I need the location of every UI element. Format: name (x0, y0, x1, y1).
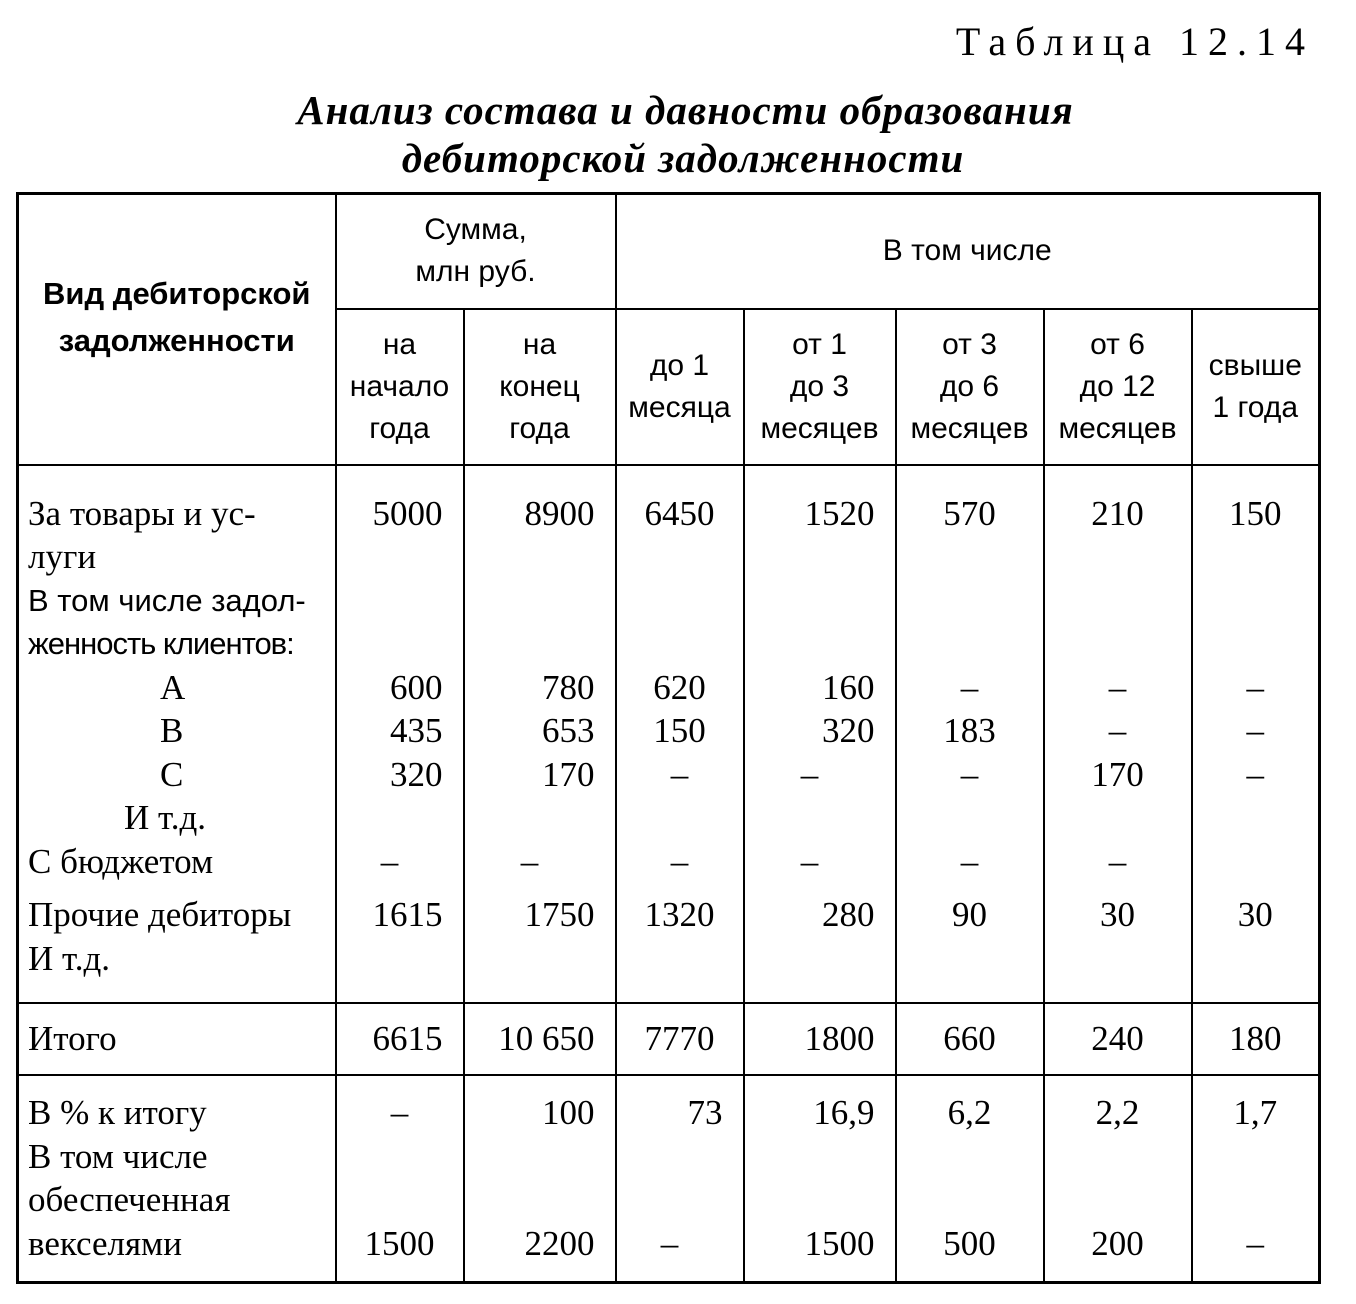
value (897, 579, 1043, 623)
header-col-age-3 (896, 309, 1044, 465)
header-incl-group: В том числе (616, 194, 1320, 309)
value: – (960, 841, 979, 881)
value (337, 579, 443, 623)
header-row-label-line: задолженности (58, 322, 295, 358)
value: 320 (390, 754, 443, 794)
label-line: женность клиентов: (28, 626, 294, 661)
value: 780 (542, 667, 595, 707)
value (617, 796, 743, 840)
header-line: от 3 (942, 327, 997, 361)
header-row-label (18, 194, 336, 465)
label-line: В (160, 711, 184, 750)
value: 1615 (372, 895, 443, 934)
total-value: 240 (1044, 1003, 1192, 1075)
header-line: до 1 (649, 348, 710, 382)
header-col-age-5 (1192, 309, 1320, 465)
value: – (390, 1093, 409, 1133)
title-line-2: дебиторской задолженности (401, 135, 965, 181)
percent-col-age-2 (744, 1075, 896, 1283)
body-col-age-4 (1044, 465, 1192, 1003)
value (897, 1135, 1043, 1179)
value: – (960, 667, 979, 707)
value: – (1246, 754, 1265, 794)
header-sum-line: млн руб. (415, 255, 536, 289)
label-line: векселями (28, 1223, 182, 1263)
value (897, 937, 1043, 981)
value: 200 (1091, 1223, 1144, 1263)
label-line: Прочие дебиторы (28, 895, 292, 934)
value: 5000 (372, 493, 443, 533)
value (1193, 937, 1319, 981)
value (337, 796, 443, 840)
value: – (1246, 1223, 1265, 1263)
value: 320 (822, 711, 875, 750)
value: – (670, 841, 689, 881)
label-line: А (160, 667, 186, 707)
value (465, 1135, 595, 1179)
value (1193, 1178, 1319, 1222)
value: – (520, 841, 539, 881)
body-col-age-3 (896, 465, 1044, 1003)
value: 210 (1091, 493, 1144, 533)
value: 30 (1237, 895, 1273, 934)
header-line: до 12 (1079, 369, 1156, 403)
value (745, 1135, 875, 1179)
value: 8900 (524, 493, 595, 533)
value: 30 (1100, 895, 1136, 934)
total-value: 660 (896, 1003, 1044, 1075)
value: 183 (943, 711, 996, 750)
value (465, 796, 595, 840)
label-line: В % к итогу (28, 1093, 207, 1133)
value (337, 622, 443, 666)
header-line: от 1 (792, 327, 847, 361)
value (745, 579, 875, 623)
body-labels (18, 465, 336, 1003)
value: 570 (943, 493, 996, 533)
value: 435 (390, 711, 443, 750)
body-col-age-1 (616, 465, 744, 1003)
value (465, 579, 595, 623)
total-row (18, 1003, 1320, 1075)
value: 16,9 (813, 1093, 875, 1133)
value (617, 1135, 723, 1179)
value (897, 1178, 1043, 1222)
percent-col-age-5 (1192, 1075, 1320, 1283)
value: – (380, 841, 399, 881)
label-line: За товары и ус- (28, 493, 256, 533)
value: – (1108, 711, 1127, 750)
percent-col-age-4 (1044, 1075, 1192, 1283)
value (617, 622, 743, 666)
label-line: И т.д. (28, 938, 110, 978)
header-line: конец (499, 369, 580, 403)
header-sum-group (336, 194, 616, 309)
value (897, 796, 1043, 840)
total-label: Итого (18, 1003, 336, 1075)
total-value: 6615 (336, 1003, 464, 1075)
title-line-1: Анализ состава и давности образования (297, 87, 1074, 133)
header-line: месяцев (760, 411, 879, 445)
value (897, 622, 1043, 666)
value (1045, 622, 1191, 666)
value: – (1246, 667, 1265, 707)
header-col-end (464, 309, 616, 465)
value: 6450 (644, 493, 715, 533)
value (465, 937, 595, 981)
value (1193, 535, 1319, 579)
total-value: 180 (1192, 1003, 1320, 1075)
value (1045, 937, 1191, 981)
value: 653 (542, 711, 595, 750)
total-value: 7770 (616, 1003, 744, 1075)
header-line: 1 года (1212, 390, 1299, 424)
header-line: месяцев (1058, 411, 1177, 445)
header-line: начало (349, 369, 450, 403)
body-col-end (464, 465, 616, 1003)
value (1045, 796, 1191, 840)
body-col-age-5 (1192, 465, 1320, 1003)
value (617, 937, 743, 981)
header-col-age-1 (616, 309, 744, 465)
value: – (660, 1223, 679, 1263)
value: – (960, 754, 979, 794)
value (617, 535, 743, 579)
label-line: луги (28, 537, 97, 576)
value (465, 535, 595, 579)
label-line: С бюджетом (28, 841, 214, 881)
label-line: В том числе (28, 1136, 208, 1176)
header-col-start (336, 309, 464, 465)
body-col-age-2 (744, 465, 896, 1003)
header-line: месяца (628, 390, 731, 424)
header-col-age-2 (744, 309, 896, 465)
value (1193, 840, 1319, 884)
header-line: до 3 (789, 369, 850, 403)
header-line: от 6 (1090, 327, 1145, 361)
header-col-age-4 (1044, 309, 1192, 465)
header-line: на (382, 327, 417, 361)
receivables-table (16, 192, 1321, 1284)
percent-col-age-3 (896, 1075, 1044, 1283)
header-line: до 6 (939, 369, 1000, 403)
value (1045, 579, 1191, 623)
header-line: года (509, 411, 570, 445)
value (465, 1178, 595, 1222)
percent-row (18, 1075, 1320, 1283)
header-line: свыше (1208, 348, 1302, 382)
value: 600 (390, 667, 443, 707)
percent-col-age-1 (616, 1075, 744, 1283)
label-line: обеспеченная (28, 1180, 231, 1220)
body-row (18, 465, 1320, 1003)
value (337, 937, 443, 981)
table-title (0, 86, 1356, 182)
value: – (1108, 841, 1127, 881)
value: 100 (542, 1093, 595, 1133)
value (617, 1178, 723, 1222)
value: 500 (943, 1223, 996, 1263)
value: 280 (822, 895, 875, 934)
value: 1500 (804, 1223, 875, 1263)
percent-col-end (464, 1075, 616, 1283)
value: – (1246, 711, 1265, 750)
value: 6,2 (947, 1093, 992, 1133)
label-line: В том числе задол- (28, 582, 306, 618)
value (337, 1178, 463, 1222)
value (1045, 535, 1191, 579)
value (337, 535, 443, 579)
value: – (800, 754, 819, 794)
value: 1750 (524, 895, 595, 934)
value (337, 1135, 463, 1179)
value (1045, 1178, 1191, 1222)
value: 170 (542, 754, 595, 794)
value (745, 1178, 875, 1222)
value (897, 535, 1043, 579)
value (1193, 1135, 1319, 1179)
percent-labels (18, 1075, 336, 1283)
body-col-start (336, 465, 464, 1003)
header-row-label-line: Вид дебиторской (43, 275, 311, 311)
value (1193, 579, 1319, 623)
value: 160 (822, 667, 875, 707)
value: 1520 (804, 493, 875, 533)
value: – (800, 841, 819, 881)
value (745, 937, 875, 981)
value (1045, 1135, 1191, 1179)
value (617, 579, 743, 623)
value: 2200 (524, 1223, 595, 1263)
value: – (670, 754, 689, 794)
value: 1500 (364, 1223, 435, 1263)
value: 170 (1091, 754, 1144, 794)
value: 620 (653, 667, 706, 707)
header-line: года (369, 411, 430, 445)
value: 90 (952, 895, 988, 934)
value: 1320 (644, 895, 715, 934)
value: 2,2 (1095, 1093, 1140, 1133)
value: 73 (687, 1093, 723, 1133)
value (745, 622, 875, 666)
table-number: Таблица 12.14 (955, 19, 1314, 64)
value (465, 622, 595, 666)
value: 150 (1229, 493, 1282, 533)
value (1193, 622, 1319, 666)
total-value: 10 650 (464, 1003, 616, 1075)
value: – (1108, 667, 1127, 707)
header-line: месяцев (910, 411, 1029, 445)
value (1193, 796, 1319, 840)
label-line: С (160, 754, 184, 794)
label-line: И т.д. (124, 798, 206, 837)
header-line: на (522, 327, 557, 361)
value: 150 (653, 711, 706, 750)
total-value: 1800 (744, 1003, 896, 1075)
percent-col-start (336, 1075, 464, 1283)
value (745, 535, 875, 579)
value: 1,7 (1233, 1093, 1278, 1133)
value (745, 796, 875, 840)
header-sum-line: Сумма, (424, 213, 527, 247)
